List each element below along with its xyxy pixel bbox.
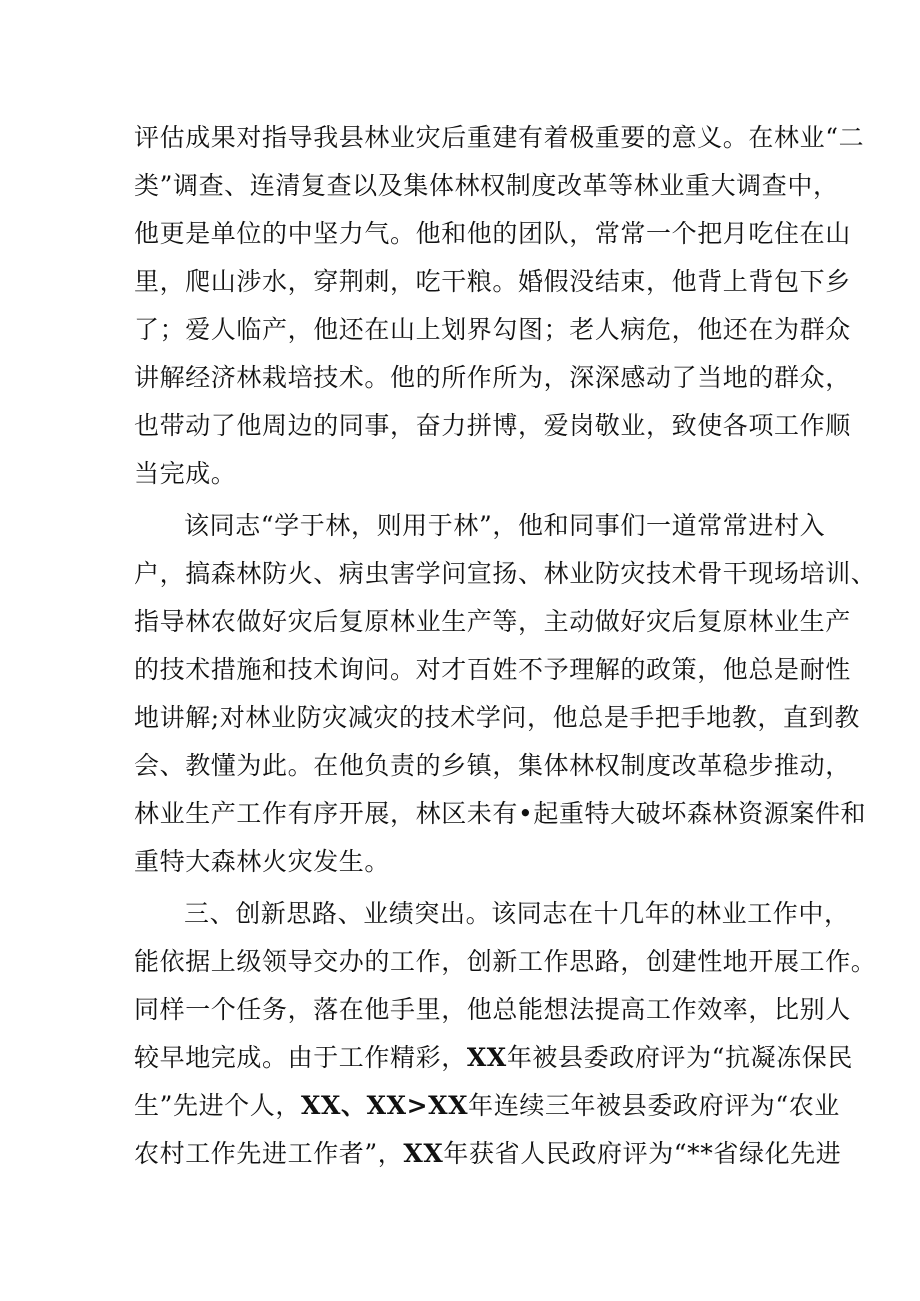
paragraph-1-line-5: 了；爱人临产，他还在山上划界勾图；老人病危，他还在为群众 xyxy=(134,315,851,344)
paragraph-3-line-3: 同样一个任务，落在他手里，他总能想法提高工作效率，比别人 xyxy=(134,995,851,1024)
line-text: 年连续三年被县委政府评为“农业 xyxy=(468,1091,840,1120)
paragraph-2-line-8: 重特大森林火灾发生。 xyxy=(134,847,391,876)
paragraph-1-line-8: 当完成。 xyxy=(134,459,237,488)
year-placeholder: XX、XX>XX xyxy=(300,1091,469,1120)
paragraph-3-line-1: 三、创新思路、业绩突出。该同志在十几年的林业工作中， xyxy=(184,899,850,928)
line-text: 年获省人民政府评为“**省绿化先进 xyxy=(443,1139,842,1168)
line-text: 较早地完成。由于工作精彩， xyxy=(134,1043,467,1072)
year-placeholder: XX xyxy=(466,1043,507,1072)
paragraph-2-line-7: 林业生产工作有序开展，林区未有•起重特大破坏森林资源案件和 xyxy=(134,799,867,828)
paragraph-2-line-2: 户，搞森林防火、病虫害学问宣扬、林业防灾技术骨干现场培训、 xyxy=(134,559,877,588)
paragraph-1-line-4: 里，爬山涉水，穿荆刺，吃干粮。婚假没结束，他背上背包下乡 xyxy=(134,267,851,296)
paragraph-1-line-1: 评估成果对指导我县林业灾后重建有着极重要的意义。在林业“二 xyxy=(134,123,865,152)
paragraph-1-line-2: 类”调查、连清复查以及集体林权制度改革等林业重大调查中， xyxy=(134,171,839,200)
paragraph-1-line-7: 也带动了他周边的同事，奋力拼博，爱岗敬业，致使各项工作顺 xyxy=(134,411,851,440)
paragraph-1-line-6: 讲解经济林栽培技术。他的所作所为，深深感动了当地的群众， xyxy=(134,363,851,392)
paragraph-2-line-6: 会、教懂为此。在他负责的乡镇，集体林权制度改革稳步推动， xyxy=(134,751,851,780)
paragraph-2-line-4: 的技术措施和技术询问。对才百姓不予理解的政策，他总是耐性 xyxy=(134,655,851,684)
paragraph-3-line-6 xyxy=(134,1136,842,1172)
paragraph-2-line-3: 指导林农做好灾后复原林业生产等，主动做好灾后复原林业生产 xyxy=(134,607,851,636)
line-text: 年被县委政府评为“抗凝冻保民 xyxy=(506,1043,853,1072)
year-placeholder: XX xyxy=(403,1139,444,1168)
line-text: 农村工作先进工作者”， xyxy=(134,1139,404,1168)
line-text: 生”先进个人， xyxy=(134,1091,301,1120)
paragraph-1-line-3: 他更是单位的中坚力气。他和他的团队，常常一个把月吃住在山 xyxy=(134,219,851,248)
paragraph-2-line-1: 该同志“学于林，则用于林”，他和同事们一道常常进村入 xyxy=(184,511,826,540)
paragraph-2-line-5: 地讲解;对林业防灾减灾的技术学问，他总是手把手地教，直到教 xyxy=(134,703,860,732)
paragraph-3-line-2: 能依据上级领导交办的工作，创新工作思路，创建性地开展工作。 xyxy=(134,947,877,976)
paragraph-3-line-4 xyxy=(134,1040,853,1076)
paragraph-3-line-5 xyxy=(134,1088,840,1124)
